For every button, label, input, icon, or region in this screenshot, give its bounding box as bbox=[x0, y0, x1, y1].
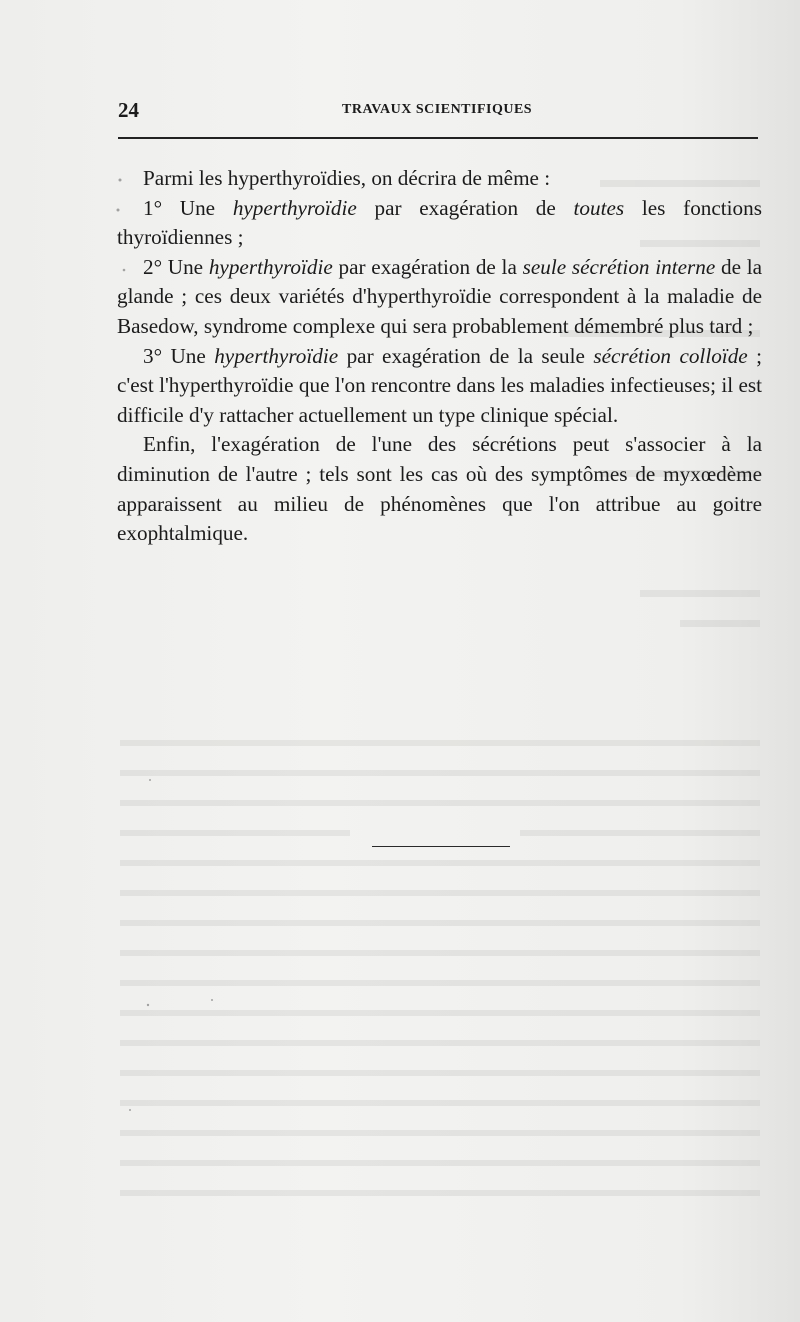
text-run: ; c'est l'hyperthyroïdie que l'on rencontre dans les maladies infectieuses; il est difficile d'y rattacher actuellement un type clinique spécial. bbox=[117, 343, 762, 427]
italic-run: hyperthyroïdie bbox=[214, 343, 339, 368]
text-run: par exagération de bbox=[356, 195, 574, 220]
text-run: les fonctions thyroïdiennes ; bbox=[117, 195, 762, 250]
text-run: Enfin, l'exagération de l'une des sécrétions peut s'associer à la diminution de l'autre ; tels sont les cas où des symptômes de myxœdème apparaissent au milieu de phénomènes que l'on attribue au goitre exophtalmique. bbox=[117, 432, 762, 546]
text-run: Parmi les hyperthyroïdies, on décrira de même : bbox=[143, 166, 551, 190]
italic-run: hyperthyroïdie bbox=[208, 254, 333, 279]
text-run: 3° Une bbox=[143, 343, 215, 368]
italic-run: seule sécrétion interne bbox=[522, 254, 716, 279]
page-header bbox=[112, 96, 762, 126]
body-text bbox=[117, 164, 762, 549]
paragraph bbox=[117, 194, 762, 253]
paragraph bbox=[117, 253, 762, 342]
running-head: TRAVAUX SCIENTIFIQUES bbox=[342, 102, 533, 117]
paragraph bbox=[117, 430, 762, 548]
italic-run: toutes bbox=[573, 195, 625, 220]
header-rule bbox=[118, 137, 758, 139]
text-run: de la glande ; ces deux variétés d'hyperthyroïdie correspondent à la maladie de Basedow, syndrome complexe qui sera probablement démembré plus tard ; bbox=[117, 254, 762, 338]
paragraph bbox=[117, 342, 762, 431]
page-number: 24 bbox=[118, 98, 139, 122]
text-run: par exagération de la seule bbox=[338, 343, 594, 368]
section-end-rule bbox=[372, 846, 510, 847]
italic-run: sécrétion colloïde bbox=[593, 343, 748, 368]
text-run: 1° Une bbox=[143, 195, 233, 220]
italic-run: hyperthyroïdie bbox=[232, 195, 357, 220]
text-run: par exagération de la bbox=[332, 254, 523, 279]
text-run: 2° Une bbox=[143, 254, 209, 279]
paragraph bbox=[117, 164, 762, 194]
